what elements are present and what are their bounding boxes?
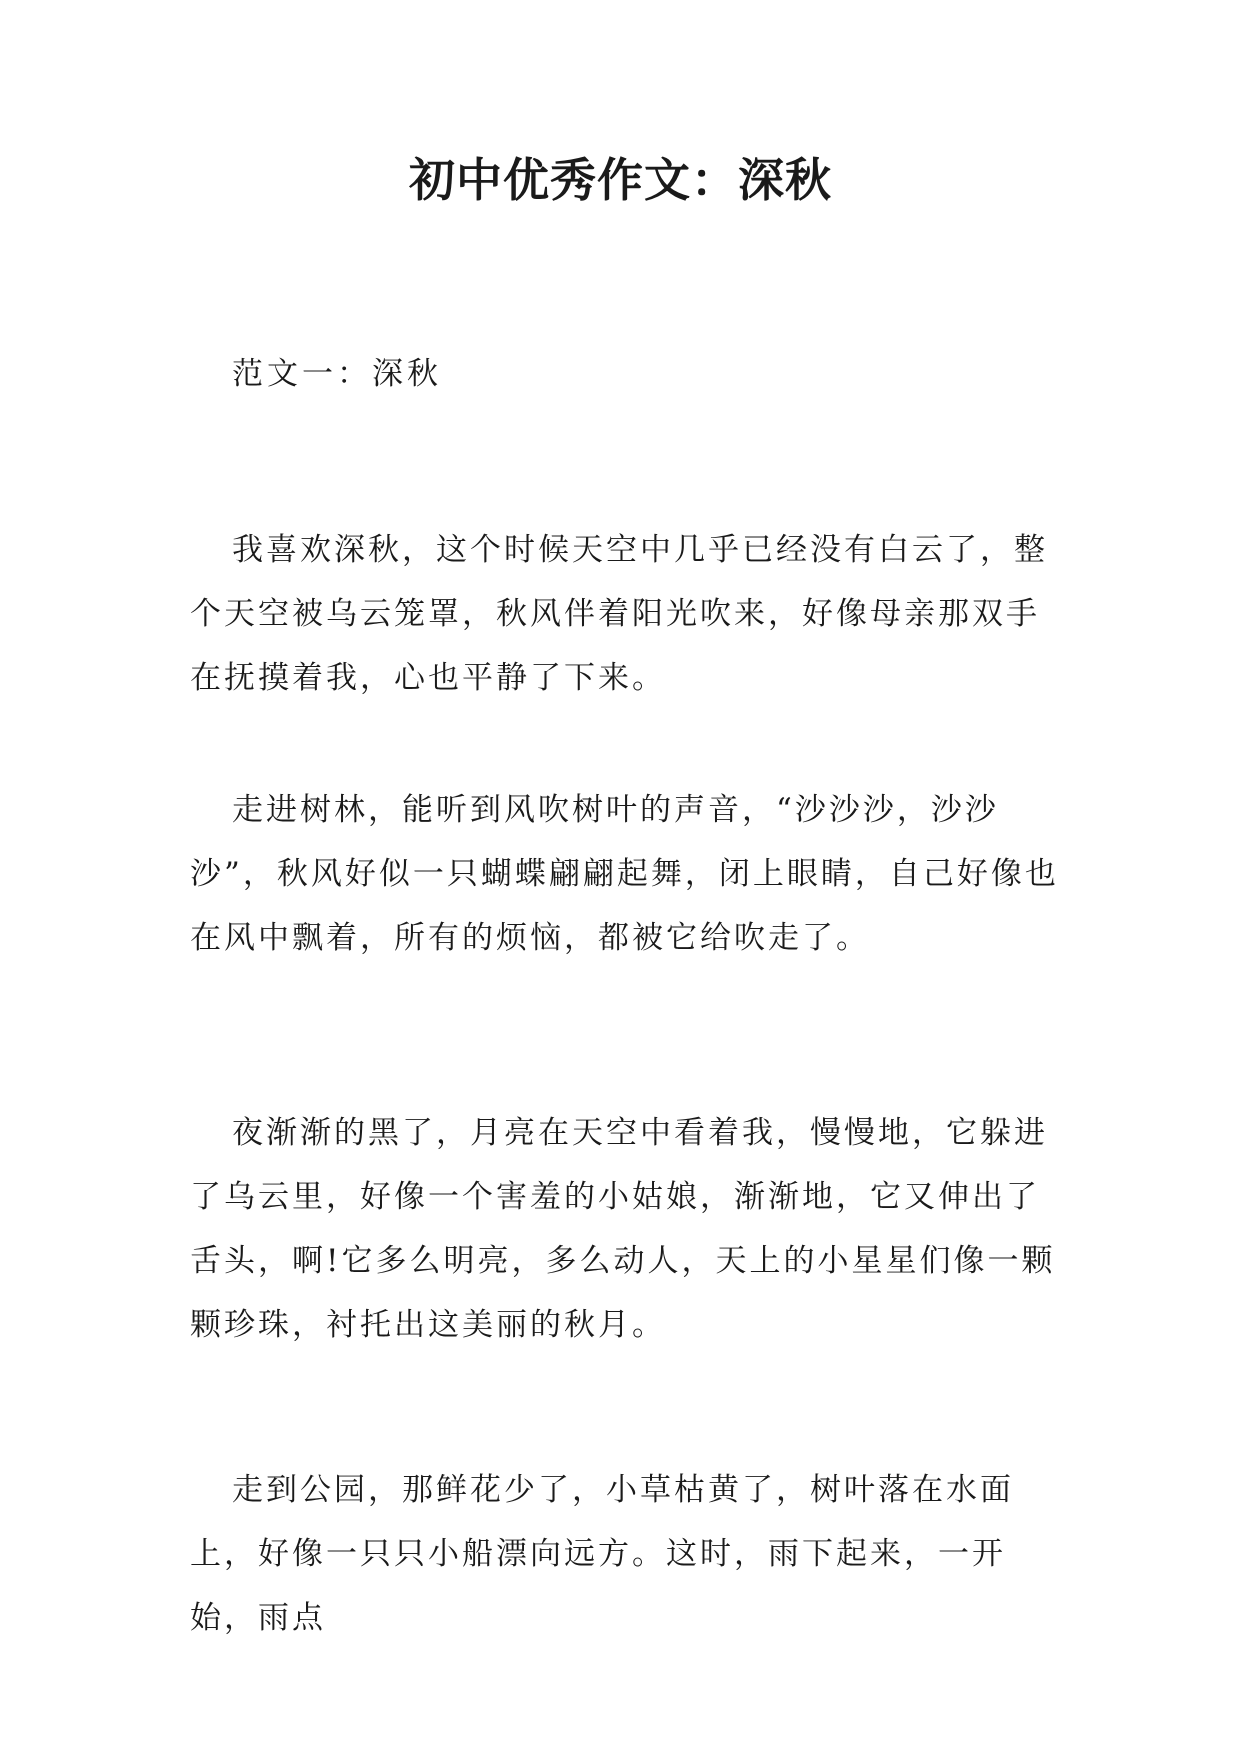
document-title: 初中优秀作文：深秋 <box>409 153 832 207</box>
paragraph: 我喜欢深秋，这个时候天空中几乎已经没有白云了，整个天空被乌云笼罩，秋风伴着阳光吹来，好像母亲那双手在抚摸着我，心也平静了下来。 <box>190 532 1048 696</box>
paragraph: 走进树林，能听到风吹树叶的声音，“沙沙沙，沙沙沙”，秋风好似一只蝴蝶翩翩起舞，闭上眼睛，自己好像也在风中飘着，所有的烦恼，都被它给吹走了。 <box>190 792 1059 956</box>
essay-subheading: 范文一：深秋 <box>232 356 442 392</box>
paragraph: 夜渐渐的黑了，月亮在天空中看着我，慢慢地，它躲进了乌云里，好像一个害羞的小姑娘，渐渐地，它又伸出了舌头，啊!它多么明亮，多么动人，天上的小星星们像一颗颗珍珠，衬托出这美丽的秋月。 <box>190 1115 1056 1343</box>
paragraph: 走到公园，那鲜花少了，小草枯黄了，树叶落在水面上，好像一只只小船漂向远方。这时，雨下起来，一开始，雨点 <box>190 1472 1014 1636</box>
